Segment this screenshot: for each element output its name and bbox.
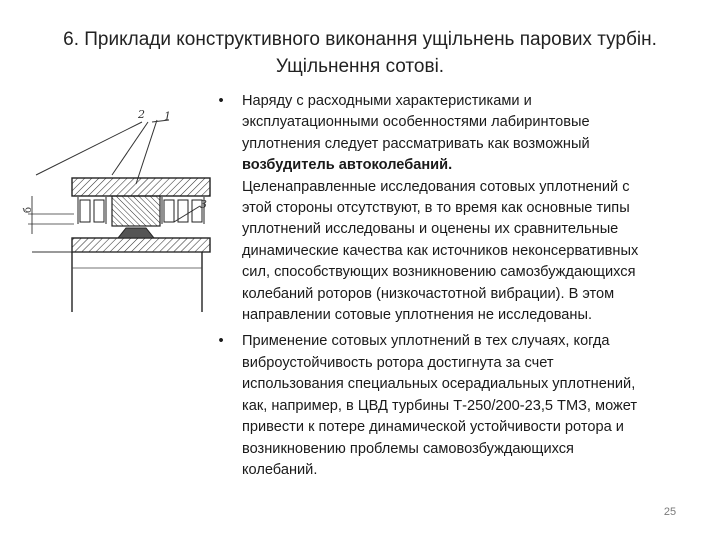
- text-line: как, например, в ЦВД турбины Т-250/200-23,5 ТМЗ, может: [242, 397, 638, 414]
- text-line: использования специальных осерадиальных уплотнений,: [242, 376, 636, 393]
- drawing-label-1: 1: [164, 110, 171, 123]
- text-line: уплотнений исследованы и оценены их сравнительные: [242, 221, 619, 238]
- text-line: возникновению проблемы самовозбуждающихся: [242, 440, 574, 457]
- drawing-label-2: 2: [138, 108, 145, 121]
- leader-line: [112, 122, 148, 175]
- leader-line: [36, 122, 142, 175]
- leader-line: [136, 120, 157, 184]
- rotor-fin: [118, 228, 154, 238]
- text-line: колебаний роторов (низкочастотной вибрации). В этом: [242, 285, 615, 302]
- text-line: эксплуатационными особенностями лабиринтовые: [242, 114, 590, 131]
- text-line: колебаний.: [242, 461, 318, 478]
- honeycomb-holder: [112, 196, 160, 226]
- text-line: Целенаправленные исследования сотовых уплотнений с: [242, 178, 630, 195]
- text-line: виброустойчивость ротора достигнута за счет: [242, 354, 554, 371]
- bullet-item: [214, 331, 694, 481]
- title-line: Ущільнення сотові.: [275, 56, 445, 77]
- text-line: Применение сотовых уплотнений в тех случаях, когда: [242, 333, 610, 350]
- text-line: уплотнения следует рассматривать как возможный: [242, 135, 590, 152]
- text-line: этой стороны отсутствуют, в то время как основные типы: [242, 200, 630, 217]
- page-number: 25: [663, 506, 677, 518]
- honeycomb-seal-drawing: [14, 100, 214, 315]
- bullet-marker: •: [218, 333, 224, 350]
- text-line-emphasis: возбудитель автоколебаний.: [242, 157, 453, 174]
- drawing-label-b: б: [23, 206, 34, 213]
- text-line: Наряду с расходными характеристиками и: [242, 93, 532, 109]
- bullet-marker: •: [218, 93, 224, 109]
- text-line: сил, способствующих возникновению самозбуждающихся: [242, 264, 636, 281]
- drawing-label-3: 3: [200, 198, 207, 211]
- text-line: привести к потере динамической устойчивости ротора и: [242, 419, 624, 436]
- text-line: динамические качества как источников неконсервативных: [242, 242, 639, 259]
- stator-casing: [72, 178, 210, 196]
- title-line: 6. Приклади конструктивного виконання ущільнень парових турбін.: [63, 29, 657, 50]
- bullet-list: [214, 91, 694, 481]
- rotor-seal-strip: [72, 238, 210, 252]
- slide-title: [20, 26, 700, 80]
- text-line: направлении сотовые уплотнения не исследованы.: [242, 307, 593, 324]
- bullet-item: [214, 91, 694, 326]
